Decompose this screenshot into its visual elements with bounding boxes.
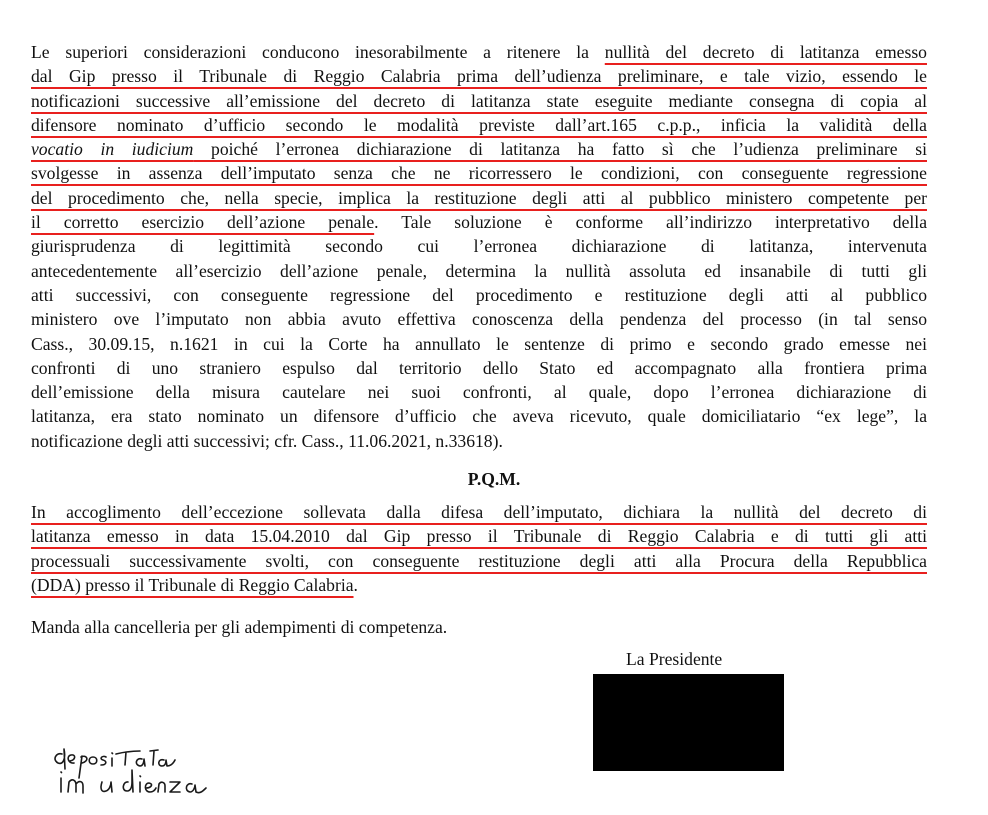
underlined-text: dal Gip presso il Tribunale di Reggio Calabria prima dell’udienza preliminare, e tale vizio, essendo le bbox=[31, 66, 927, 87]
text-line bbox=[31, 283, 927, 307]
text-line bbox=[31, 524, 927, 548]
text-segment: . bbox=[353, 574, 358, 595]
underlined-text: nullità del decreto di latitanza emesso bbox=[604, 42, 927, 62]
underlined-text: In accoglimento dell’eccezione sollevata dalla difesa dell’imputato, dichiara la nullità del decreto di bbox=[31, 502, 927, 522]
text-segment: latitanza, era stato nominato un difensore d’ufficio che aveva ricevuto, quale domiciliatario “ex lege”, la bbox=[31, 406, 927, 427]
text-line bbox=[31, 137, 927, 161]
text-segment: antecedentemente all’esercizio dell’azione penale, determina la nullità assoluta ed insanabile di tutti gli bbox=[31, 260, 927, 281]
redacted-signature bbox=[593, 674, 784, 771]
text-line bbox=[31, 356, 927, 380]
text-line bbox=[31, 113, 927, 137]
decision-paragraph bbox=[31, 500, 927, 597]
underlined-text: poiché l’erronea dichiarazione di latitanza ha fatto sì che l’udienza preliminare si bbox=[193, 139, 927, 160]
text-line bbox=[31, 234, 927, 258]
underlined-text: (DDA) presso il Tribunale di Reggio Calabria bbox=[31, 574, 354, 595]
underlined-text: difensore nominato d’ufficio secondo le modalità previste dall’art.165 c.p.p., inficia la validità della bbox=[31, 114, 927, 135]
text-line bbox=[31, 210, 927, 234]
text-line bbox=[31, 549, 927, 573]
pqm-heading: P.Q.M. bbox=[467, 469, 521, 489]
text-line bbox=[31, 64, 927, 88]
underlined-text: vocatio in iudicium bbox=[31, 139, 194, 160]
text-segment: confronti di uno straniero espulso dal territorio dello Stato ed accompagnato alla frontiera prima bbox=[31, 357, 927, 378]
underlined-text: del procedimento che, nella specie, implica la restituzione degli atti al pubblico ministero competente per bbox=[31, 187, 927, 208]
underlined-text: latitanza emesso in data 15.04.2010 dal Gip presso il Tribunale di Reggio Calabria e di tutti gli atti bbox=[31, 526, 927, 547]
text-line bbox=[31, 259, 927, 283]
text-segment: . Tale soluzione è conforme all’indirizzo interpretativo della bbox=[374, 212, 928, 233]
text-line bbox=[31, 429, 927, 453]
text-line bbox=[31, 307, 927, 331]
text-line bbox=[31, 404, 927, 428]
text-segment: notificazione degli atti successivi; cfr. Cass., 11.06.2021, n.33618). bbox=[31, 430, 503, 451]
text-line bbox=[31, 89, 927, 113]
text-line bbox=[31, 332, 927, 356]
underlined-text: il corretto esercizio dell’azione penale bbox=[31, 212, 375, 233]
text-line bbox=[31, 40, 927, 64]
text-segment: atti successivi, con conseguente regressione del procedimento e restituzione degli atti al pubblico bbox=[31, 284, 927, 305]
text-line bbox=[31, 380, 927, 404]
underlined-text: svolgesse in assenza dell’imputato senza che ne ricorressero le condizioni, con conseguente regressione bbox=[31, 163, 927, 184]
body-paragraph bbox=[31, 40, 927, 453]
text-line bbox=[31, 186, 927, 210]
text-segment: Le superiori considerazioni conducono inesorabilmente a ritenere la bbox=[31, 42, 605, 62]
text-line bbox=[31, 500, 927, 524]
text-segment: dell’emissione della misura cautelare nei suoi confronti, al quale, dopo l’erronea dichiarazione di bbox=[31, 382, 927, 403]
signer-title: La Presidente bbox=[626, 649, 723, 669]
handwritten-note bbox=[48, 730, 288, 810]
text-line bbox=[31, 161, 927, 185]
manda-text: Manda alla cancelleria per gli adempimenti di competenza. bbox=[31, 617, 448, 637]
underlined-text: processuali successivamente svolti, con conseguente restituzione degli atti alla Procura della Repubblica bbox=[31, 550, 927, 571]
text-line bbox=[31, 573, 927, 597]
text-segment: ministero ove l’imputato non abbia avuto effettiva conoscenza della pendenza del processo (in tal senso bbox=[31, 309, 927, 330]
text-segment: Cass., 30.09.15, n.1621 in cui la Corte ha annullato le sentenze di primo e secondo grado emesse nei bbox=[31, 333, 927, 354]
underlined-text: notificazioni successive all’emissione del decreto di latitanza state eseguite mediante consegna di copia al bbox=[31, 90, 927, 111]
text-segment: giurisprudenza di legittimità secondo cui l’erronea dichiarazione di latitanza, intervenuta bbox=[31, 236, 927, 257]
